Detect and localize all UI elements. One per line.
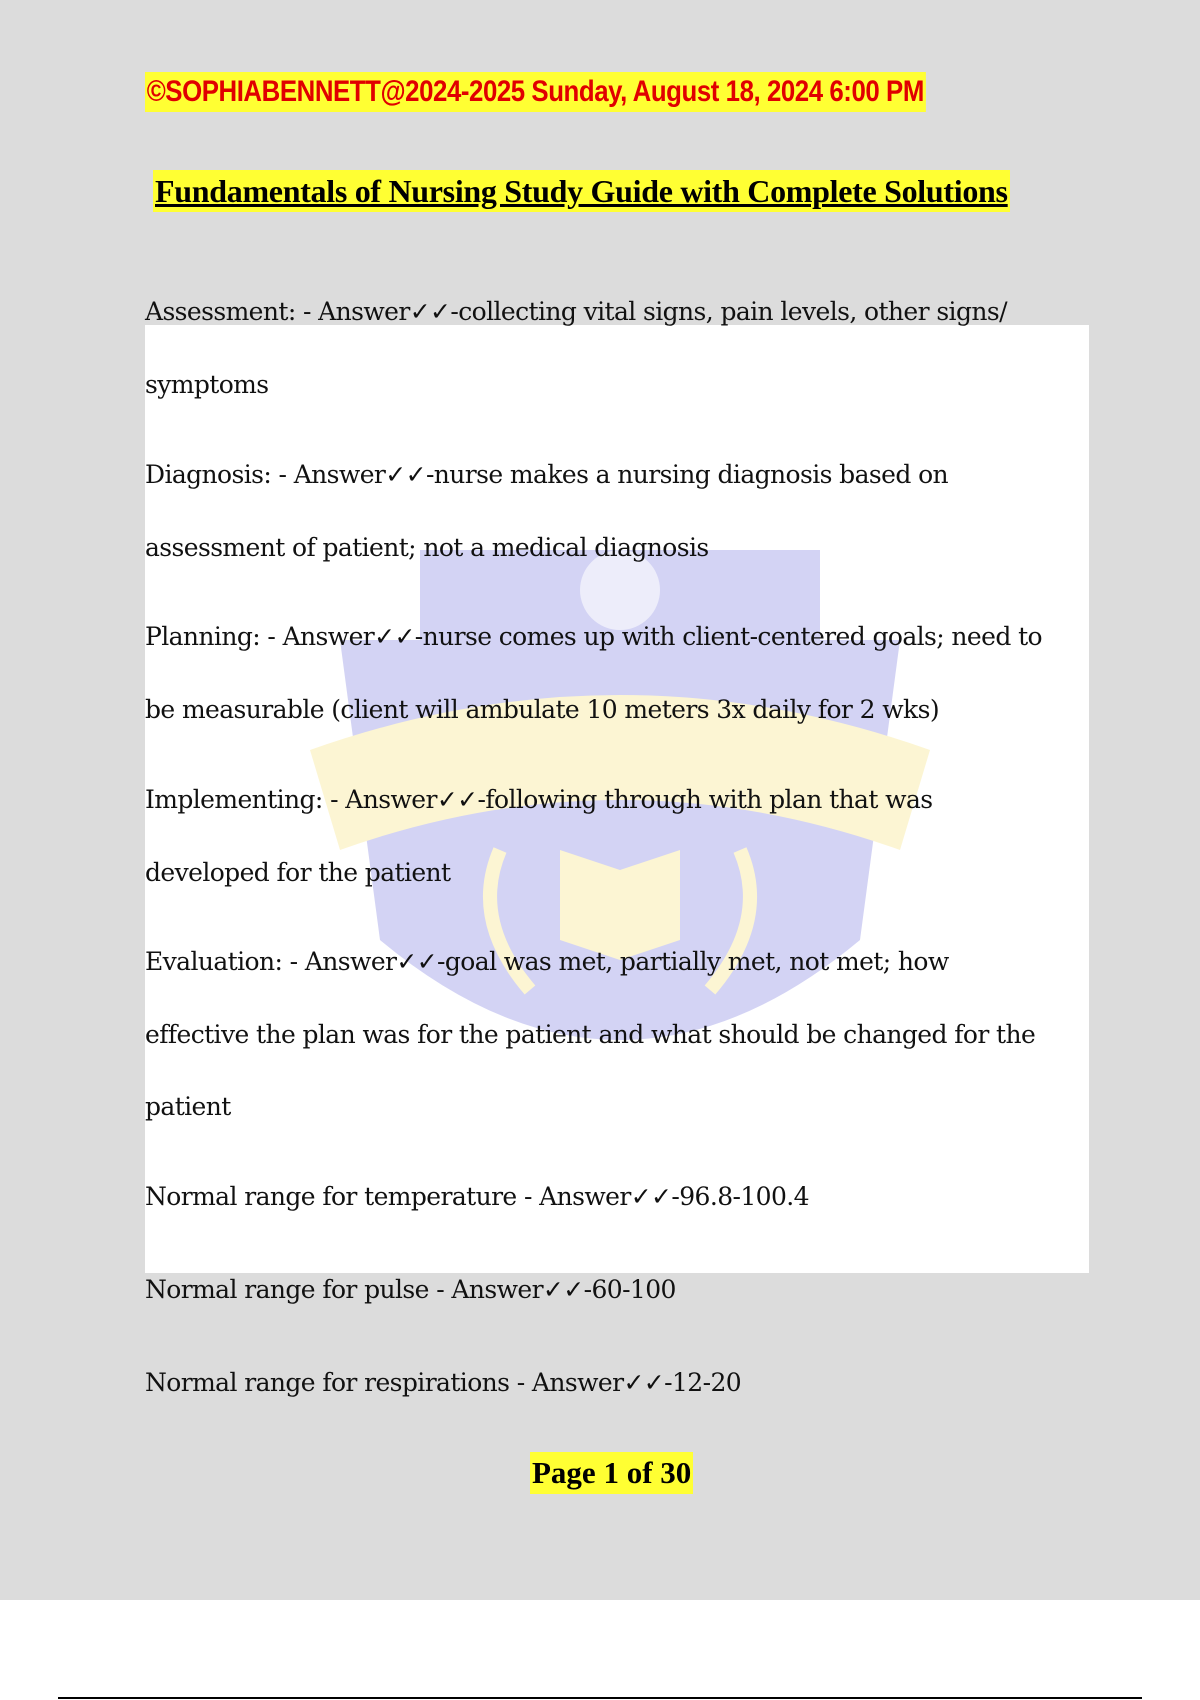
text-line: developed for the patient <box>145 858 451 887</box>
text-line: Diagnosis: - Answer✓✓-nurse makes a nursing diagnosis based on <box>145 460 949 489</box>
page-divider <box>58 1697 1142 1699</box>
text-line: patient <box>145 1092 231 1121</box>
text-line: Normal range for respirations - Answer✓✓-12-20 <box>145 1368 742 1397</box>
text-line: Assessment: - Answer✓✓-collecting vital signs, pain levels, other signs/ <box>145 297 1007 326</box>
text-line: Evaluation: - Answer✓✓-goal was met, partially met, not met; how <box>145 947 949 976</box>
text-line: Implementing: - Answer✓✓-following through with plan that was <box>145 785 933 814</box>
text-line: assessment of patient; not a medical diagnosis <box>145 533 709 562</box>
text-line: effective the plan was for the patient and what should be changed for the <box>145 1020 1036 1049</box>
text-line: Planning: - Answer✓✓-nurse comes up with client-centered goals; need to <box>145 622 1042 651</box>
text-line: be measurable (client will ambulate 10 meters 3x daily for 2 wks) <box>145 695 939 724</box>
text-line: symptoms <box>145 370 269 399</box>
text-line: Normal range for pulse - Answer✓✓-60-100 <box>145 1275 676 1304</box>
document-title: Fundamentals of Nursing Study Guide with Complete Solutions <box>153 170 1010 212</box>
text-line: Normal range for temperature - Answer✓✓-96.8-100.4 <box>145 1182 809 1211</box>
copyright-header: ©SOPHIABENNETT@2024-2025 Sunday, August 18, 2024 6:00 PM <box>145 72 926 112</box>
page-indicator: Page 1 of 30 <box>530 1452 693 1494</box>
